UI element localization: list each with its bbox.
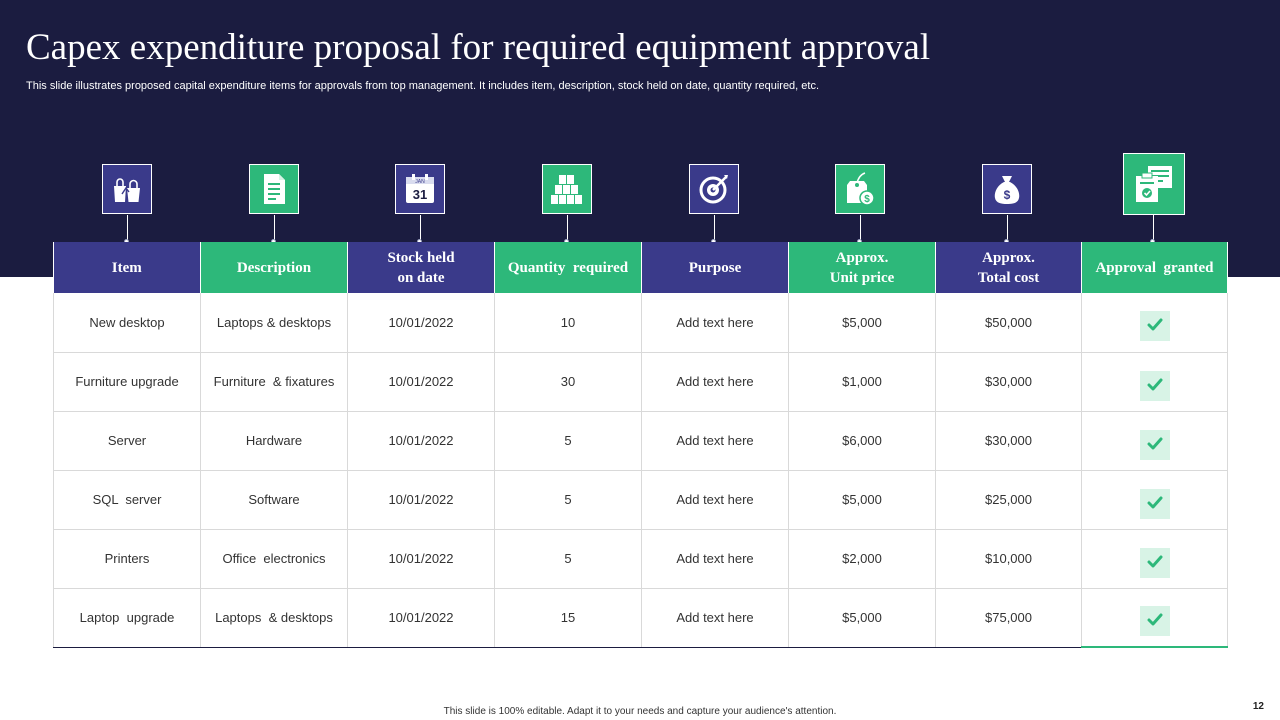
cell-total-cost: $30,000 <box>936 352 1082 411</box>
cell-approval <box>1082 470 1228 529</box>
cell-item: Laptop upgrade <box>54 588 201 647</box>
slide-footer: This slide is 100% editable. Adapt it to your needs and capture your audience's attention. <box>443 706 837 717</box>
connector-line <box>420 215 421 242</box>
target-icon <box>689 164 739 214</box>
cell-description: Software <box>201 470 348 529</box>
connector-line <box>1153 215 1154 242</box>
shopping-bags-icon <box>102 164 152 214</box>
price-tag-icon <box>835 164 885 214</box>
cell-quantity: 30 <box>495 352 642 411</box>
column-header-unit-price <box>789 242 936 293</box>
svg-text:$: $ <box>864 194 870 205</box>
connector-line <box>127 215 128 242</box>
calendar-day-text: 31 <box>412 187 428 202</box>
document-icon <box>249 164 299 214</box>
cell-description: Furniture & fixatures <box>201 352 348 411</box>
checkmark-icon <box>1140 548 1170 578</box>
cell-approval <box>1082 411 1228 470</box>
boxes-stack-icon <box>542 164 592 214</box>
cell-total-cost: $50,000 <box>936 293 1082 352</box>
slide-title: Capex expenditure proposal for required equipment approval <box>26 27 931 68</box>
cell-total-cost: $75,000 <box>936 588 1082 647</box>
cell-unit-price: $5,000 <box>789 293 936 352</box>
connector-line <box>1007 215 1008 242</box>
column-header-approval <box>1082 242 1228 293</box>
cell-stock-date: 10/01/2022 <box>348 352 495 411</box>
capex-table <box>53 242 1228 648</box>
cell-quantity: 5 <box>495 470 642 529</box>
column-header-stock-held <box>348 242 495 293</box>
approved-clipboard-icon <box>1123 153 1185 215</box>
cell-stock-date: 10/01/2022 <box>348 411 495 470</box>
checkmark-icon <box>1140 311 1170 341</box>
cell-approval <box>1082 293 1228 352</box>
checkmark-icon <box>1140 430 1170 460</box>
cell-purpose: Add text here <box>642 293 789 352</box>
column-header-label: Item <box>111 259 142 276</box>
column-header-label: Approx. <box>835 249 889 266</box>
cell-purpose: Add text here <box>642 588 789 647</box>
cell-unit-price: $1,000 <box>789 352 936 411</box>
cell-approval <box>1082 588 1228 647</box>
column-header-label-line2: on date <box>397 269 445 286</box>
column-header-purpose <box>642 242 789 293</box>
column-header-total-cost <box>936 242 1082 293</box>
page-number: 12 <box>1252 701 1264 712</box>
cell-item: SQL server <box>54 470 201 529</box>
cell-purpose: Add text here <box>642 529 789 588</box>
cell-stock-date: 10/01/2022 <box>348 588 495 647</box>
table-row <box>54 293 1228 352</box>
cell-description: Office electronics <box>201 529 348 588</box>
cell-item: Printers <box>54 529 201 588</box>
column-header-label: Approx. <box>982 249 1035 266</box>
cell-total-cost: $10,000 <box>936 529 1082 588</box>
cell-total-cost: $25,000 <box>936 470 1082 529</box>
calendar-icon <box>395 164 445 214</box>
connector-line <box>567 215 568 242</box>
table-body <box>54 293 1228 647</box>
table-row <box>54 411 1228 470</box>
checkmark-icon <box>1140 371 1170 401</box>
cell-approval <box>1082 529 1228 588</box>
calendar-month-text: JAN <box>415 179 425 185</box>
checkmark-icon <box>1140 606 1170 636</box>
column-header-label: Description <box>236 259 312 276</box>
cell-approval <box>1082 352 1228 411</box>
slide-subtitle: This slide illustrates proposed capital expenditure items for approvals from top management. It includes item, description, stock held on date, quantity required, etc. <box>26 80 820 92</box>
checkmark-icon <box>1140 489 1170 519</box>
cell-quantity: 5 <box>495 411 642 470</box>
column-header-label: Stock held <box>387 249 455 266</box>
cell-unit-price: $2,000 <box>789 529 936 588</box>
connector-line <box>714 215 715 242</box>
cell-item: Furniture upgrade <box>54 352 201 411</box>
connector-line <box>274 215 275 242</box>
cell-stock-date: 10/01/2022 <box>348 529 495 588</box>
cell-unit-price: $5,000 <box>789 588 936 647</box>
column-header-label: Purpose <box>688 259 742 276</box>
cell-purpose: Add text here <box>642 352 789 411</box>
cell-description: Hardware <box>201 411 348 470</box>
cell-item: Server <box>54 411 201 470</box>
cell-total-cost: $30,000 <box>936 411 1082 470</box>
connector-line <box>860 215 861 242</box>
cell-purpose: Add text here <box>642 411 789 470</box>
cell-stock-date: 10/01/2022 <box>348 470 495 529</box>
column-header-quantity <box>495 242 642 293</box>
column-header-item <box>54 242 201 293</box>
cell-quantity: 10 <box>495 293 642 352</box>
svg-text:$: $ <box>1003 188 1011 202</box>
table-header-row <box>54 242 1228 293</box>
money-bag-icon <box>982 164 1032 214</box>
column-header-label: Quantity required <box>507 259 629 276</box>
cell-stock-date: 10/01/2022 <box>348 293 495 352</box>
cell-unit-price: $6,000 <box>789 411 936 470</box>
column-header-label-line2: Total cost <box>977 269 1040 286</box>
cell-unit-price: $5,000 <box>789 470 936 529</box>
cell-description: Laptops & desktops <box>201 293 348 352</box>
cell-quantity: 15 <box>495 588 642 647</box>
cell-purpose: Add text here <box>642 470 789 529</box>
cell-description: Laptops & desktops <box>201 588 348 647</box>
table-row <box>54 470 1228 529</box>
table-row <box>54 352 1228 411</box>
cell-item: New desktop <box>54 293 201 352</box>
column-header-description <box>201 242 348 293</box>
table-row <box>54 529 1228 588</box>
cell-quantity: 5 <box>495 529 642 588</box>
column-header-label-line2: Unit price <box>829 269 895 286</box>
column-header-label: Approval granted <box>1095 259 1214 276</box>
table-row <box>54 588 1228 647</box>
